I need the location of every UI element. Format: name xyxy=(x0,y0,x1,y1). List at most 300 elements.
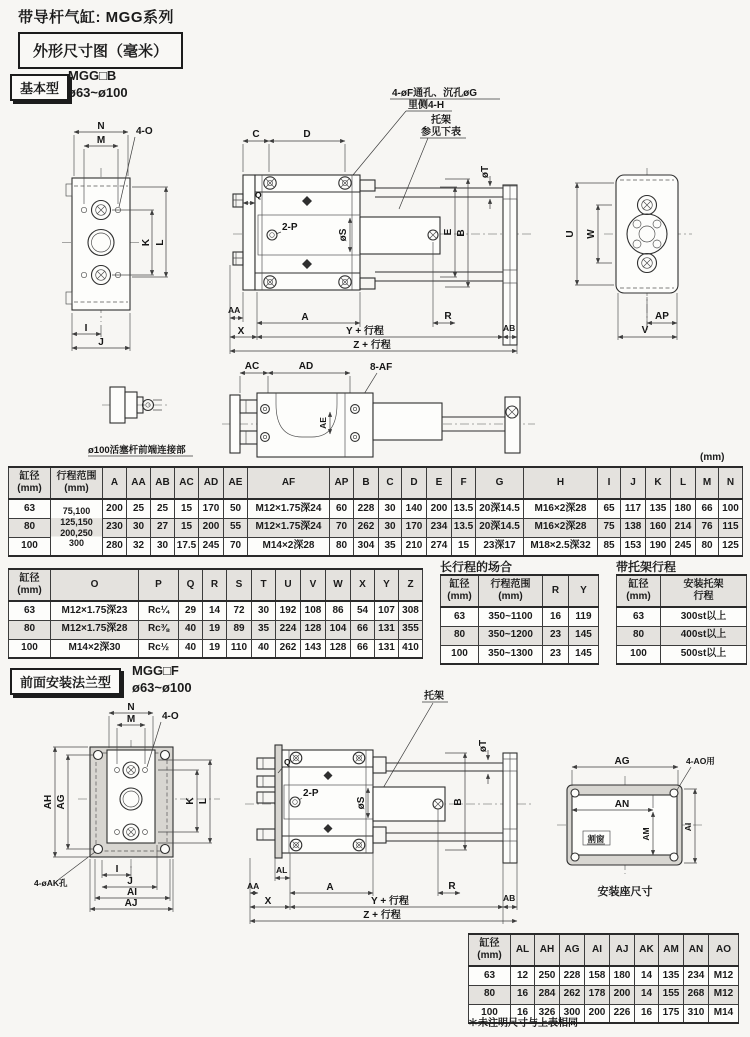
dim-label-m: M xyxy=(96,135,106,146)
column-header: H xyxy=(524,467,598,499)
column-header: U xyxy=(276,569,301,601)
table-cell: 40 xyxy=(252,639,276,658)
window-label: 割窗 xyxy=(587,834,605,844)
rod-end-note: ø100活塞杆前端连接部 xyxy=(88,445,186,456)
dim-label-y-stroke: Y + 行程 xyxy=(346,326,384,337)
dim-label-k: K xyxy=(185,797,196,805)
table-row xyxy=(9,499,743,518)
table-cell: 145 xyxy=(569,626,599,645)
table-cell: 100 xyxy=(9,639,51,658)
table-cell: 125 xyxy=(719,537,743,556)
dim-label-i: I xyxy=(115,864,119,875)
model-basic-code: MGG□B xyxy=(68,68,117,83)
table-cell: 300 xyxy=(560,1004,585,1023)
table-cell: 131 xyxy=(375,620,399,639)
dim-label-y-stroke: Y + 行程 xyxy=(371,896,409,907)
basic-end-view xyxy=(565,168,692,340)
column-header: V xyxy=(301,569,326,601)
dim-label-am: AM xyxy=(641,827,651,841)
column-header: AE xyxy=(224,467,248,499)
table-cell: 66 xyxy=(696,499,719,518)
table-cell: 230 xyxy=(103,518,127,537)
table-cell: 234 xyxy=(684,966,709,985)
basic-dimension-table xyxy=(8,466,743,557)
unit-label: (mm) xyxy=(700,452,725,463)
dim-label-d: D xyxy=(303,129,311,140)
column-header: AG xyxy=(560,934,585,966)
basic-type-dimension-drawing xyxy=(0,82,750,467)
flange-dimension-table-wrap xyxy=(468,933,739,1024)
table-cell: 50 xyxy=(224,499,248,518)
dim-label-b: B xyxy=(456,229,467,237)
table-cell: 16 xyxy=(511,985,535,1004)
table-cell: 85 xyxy=(598,537,621,556)
section-tag-flange: 前面安装法兰型 xyxy=(10,668,121,695)
long-stroke-table xyxy=(440,574,599,665)
rod-end-detail xyxy=(88,387,193,456)
table-footnote: ＊未注明尺寸与上表相同 xyxy=(468,1018,578,1029)
column-header: T xyxy=(252,569,276,601)
table-cell: M16×2深28 xyxy=(524,499,598,518)
table-cell: 30 xyxy=(151,537,175,556)
table-cell: 310 xyxy=(684,1004,709,1023)
column-header: AD xyxy=(199,467,224,499)
mounting-base-view xyxy=(557,756,715,898)
table-cell: 155 xyxy=(659,985,684,1004)
table-cell: 100 xyxy=(469,1004,511,1023)
table-cell: 100 xyxy=(617,645,661,664)
table-cell: 63 xyxy=(9,499,51,518)
table-cell: 30 xyxy=(252,601,276,620)
secondary-dimension-table xyxy=(8,568,423,659)
table-cell: 80 xyxy=(9,620,51,639)
dim-label-4o: 4-O xyxy=(162,711,179,722)
column-header: AM xyxy=(659,934,684,966)
table-cell: 308 xyxy=(399,601,423,620)
dim-label-m: M xyxy=(126,714,136,725)
table-cell: 40 xyxy=(179,620,203,639)
table-cell: 224 xyxy=(276,620,301,639)
port-label-2p: 2-P xyxy=(282,222,298,233)
table-cell: 35 xyxy=(252,620,276,639)
column-header: N xyxy=(719,467,743,499)
table-cell: 355 xyxy=(399,620,423,639)
table-cell: Rc½ xyxy=(139,639,179,658)
table-cell: 40 xyxy=(179,639,203,658)
bracket-stroke-table-wrap xyxy=(616,574,747,665)
basic-front-view xyxy=(62,121,168,351)
table-row xyxy=(9,518,743,537)
column-header: G xyxy=(476,467,524,499)
table-cell: M12×1.75深23 xyxy=(51,601,139,620)
table-cell: 16 xyxy=(511,1004,535,1023)
dim-label-os: øS xyxy=(356,796,367,810)
dim-label-r: R xyxy=(448,881,456,892)
long-stroke-table-title: 长行程的场合 xyxy=(440,560,513,574)
table-row xyxy=(9,601,423,620)
table-cell: 280 xyxy=(103,537,127,556)
table-cell: 128 xyxy=(326,639,351,658)
table-cell: 100 xyxy=(719,499,743,518)
dim-label-x: X xyxy=(237,326,245,337)
table-cell: 158 xyxy=(585,966,610,985)
table-cell: M14 xyxy=(709,1004,739,1023)
table-cell: 245 xyxy=(671,537,696,556)
table-cell: 12 xyxy=(511,966,535,985)
dim-label-ot: øT xyxy=(480,165,491,179)
dim-label-l: L xyxy=(155,239,166,246)
table-cell: 54 xyxy=(351,601,375,620)
table-cell: 16 xyxy=(543,607,569,626)
table-cell: 190 xyxy=(646,537,671,556)
table-cell: 14 xyxy=(203,601,227,620)
table-cell: 138 xyxy=(621,518,646,537)
dim-label-an: AN xyxy=(614,799,630,810)
table-row xyxy=(9,620,423,639)
dim-label-n: N xyxy=(97,121,105,132)
dim-label-os: øS xyxy=(338,228,349,242)
table-cell: 326 xyxy=(535,1004,560,1023)
dim-label-aa: AA xyxy=(247,881,260,891)
secondary-dimension-table-wrap xyxy=(8,568,423,659)
table-cell: 135 xyxy=(646,499,671,518)
dim-label-ab: AB xyxy=(503,893,516,903)
table-cell: 119 xyxy=(569,607,599,626)
table-cell: 110 xyxy=(227,639,252,658)
flange-front-view xyxy=(34,702,220,912)
table-cell: 350~1300 xyxy=(479,645,543,664)
table-cell: 13.5 xyxy=(452,518,476,537)
table-row xyxy=(441,626,599,645)
dim-label-4o: 4-O xyxy=(136,126,153,137)
dim-label-z-stroke: Z + 行程 xyxy=(363,910,401,921)
column-header: 缸径 (mm) xyxy=(469,934,511,966)
table-cell: 200 xyxy=(103,499,127,518)
table-cell: 32 xyxy=(127,537,151,556)
table-cell: 200 xyxy=(427,499,452,518)
section-tag-basic: 基本型 xyxy=(10,74,69,101)
model-flange-bore: ø63~ø100 xyxy=(132,679,192,695)
column-header: 缸径 (mm) xyxy=(9,467,51,499)
table-cell: 143 xyxy=(301,639,326,658)
port-label-2p: 2-P xyxy=(303,788,319,799)
table-cell: 153 xyxy=(621,537,646,556)
table-cell: 175 xyxy=(659,1004,684,1023)
column-header: B xyxy=(354,467,379,499)
table-cell: 20深14.5 xyxy=(476,518,524,537)
dim-label-4oak: 4-øAK孔 xyxy=(34,878,68,888)
table-cell: 63 xyxy=(617,607,661,626)
column-header: J xyxy=(621,467,646,499)
table-cell: 192 xyxy=(276,601,301,620)
table-cell: 304 xyxy=(354,537,379,556)
table-cell: 131 xyxy=(375,639,399,658)
table-cell: 210 xyxy=(402,537,427,556)
dim-label-al: AL xyxy=(276,865,288,875)
dim-label-q: Q xyxy=(284,757,291,767)
dimension-drawing-box-title: 外形尺寸图（毫米） xyxy=(18,32,183,69)
table-row xyxy=(617,645,747,664)
column-header: 缸径 (mm) xyxy=(617,575,661,607)
dim-label-ot: øT xyxy=(478,739,489,753)
table-cell: 66 xyxy=(351,639,375,658)
flange-dimension-table xyxy=(468,933,739,1024)
model-basic-bore: ø63~ø100 xyxy=(68,84,128,100)
dim-label-z-stroke: Z + 行程 xyxy=(353,340,391,351)
dim-label-4ao: 4-AO用 xyxy=(686,756,715,766)
table-cell: 268 xyxy=(684,985,709,1004)
table-cell: 284 xyxy=(535,985,560,1004)
column-header: F xyxy=(452,467,476,499)
column-header: 安装托架 行程 xyxy=(661,575,747,607)
column-header: O xyxy=(51,569,139,601)
table-cell: 30 xyxy=(127,518,151,537)
table-cell: 300st以上 xyxy=(661,607,747,626)
dim-label-ae: AE xyxy=(318,417,328,429)
column-header: 行程范围 (mm) xyxy=(51,467,103,499)
column-header: D xyxy=(402,467,427,499)
table-cell: 15 xyxy=(452,537,476,556)
holes-note-line1: 4-øF通孔、沉孔øG xyxy=(392,88,477,99)
table-cell: 180 xyxy=(671,499,696,518)
table-cell: 128 xyxy=(301,620,326,639)
table-cell: 72 xyxy=(227,601,252,620)
table-row xyxy=(441,645,599,664)
dim-label-u: U xyxy=(565,230,576,238)
column-header: AO xyxy=(709,934,739,966)
column-header: 缸径 (mm) xyxy=(9,569,51,601)
table-cell: 20深14.5 xyxy=(476,499,524,518)
table-cell: 55 xyxy=(224,518,248,537)
table-cell: M12×1.75深28 xyxy=(51,620,139,639)
table-cell: 27 xyxy=(151,518,175,537)
holes-note-line2: 里侧4-H xyxy=(408,100,445,111)
dim-label-j: J xyxy=(98,337,104,348)
bracket-stroke-table xyxy=(616,574,747,665)
column-header: 行程范围 (mm) xyxy=(479,575,543,607)
dim-label-ac: AC xyxy=(244,361,260,372)
table-cell: 80 xyxy=(696,537,719,556)
dim-label-l: L xyxy=(198,797,209,805)
table-cell: 23深17 xyxy=(476,537,524,556)
column-header: L xyxy=(671,467,696,499)
table-cell: 228 xyxy=(560,966,585,985)
dim-label-e: E xyxy=(443,228,454,236)
table-cell: 410 xyxy=(399,639,423,658)
table-cell: 13.5 xyxy=(452,499,476,518)
dim-label-ag: AG xyxy=(614,756,630,767)
table-cell: 65 xyxy=(598,499,621,518)
column-header: AP xyxy=(330,467,354,499)
table-row xyxy=(469,985,739,1004)
column-header: AJ xyxy=(610,934,635,966)
column-header: I xyxy=(598,467,621,499)
column-header: R xyxy=(203,569,227,601)
column-header: W xyxy=(326,569,351,601)
table-cell: 262 xyxy=(276,639,301,658)
table-cell: M12 xyxy=(709,985,739,1004)
table-row xyxy=(9,639,423,658)
table-cell: 104 xyxy=(326,620,351,639)
table-cell: 75,100 125,150 200,250 300 xyxy=(51,499,103,556)
table-cell: 63 xyxy=(441,607,479,626)
column-header: P xyxy=(139,569,179,601)
table-cell: 170 xyxy=(402,518,427,537)
mounting-base-caption: 安装座尺寸 xyxy=(597,886,653,898)
table-cell: 350~1100 xyxy=(479,607,543,626)
table-cell: 117 xyxy=(621,499,646,518)
table-cell: 89 xyxy=(227,620,252,639)
column-header: AB xyxy=(151,467,175,499)
table-cell: 66 xyxy=(351,620,375,639)
dim-label-x: X xyxy=(264,896,272,907)
table-row xyxy=(441,607,599,626)
table-cell: 500st以上 xyxy=(661,645,747,664)
table-cell: 80 xyxy=(9,518,51,537)
table-cell: 14 xyxy=(635,985,659,1004)
dim-label-aj: AJ xyxy=(124,898,138,909)
table-cell: M12 xyxy=(709,966,739,985)
bracket-note-line2: 参见下表 xyxy=(421,127,461,138)
table-cell: 17.5 xyxy=(175,537,199,556)
column-header: E xyxy=(427,467,452,499)
column-header: AA xyxy=(127,467,151,499)
column-header: S xyxy=(227,569,252,601)
table-cell: 108 xyxy=(301,601,326,620)
table-cell: 245 xyxy=(199,537,224,556)
dim-label-v: V xyxy=(641,325,649,336)
table-cell: 200 xyxy=(199,518,224,537)
column-header: AN xyxy=(684,934,709,966)
table-cell: 160 xyxy=(646,518,671,537)
table-cell: 80 xyxy=(469,985,511,1004)
table-cell: 30 xyxy=(379,518,402,537)
bracket-note: 托架 xyxy=(424,691,444,702)
table-cell: M14×2深30 xyxy=(51,639,139,658)
table-cell: 400st以上 xyxy=(661,626,747,645)
page-title: 带导杆气缸: MGG系列 xyxy=(18,9,174,26)
table-cell: 76 xyxy=(696,518,719,537)
table-cell: 75 xyxy=(598,518,621,537)
table-row xyxy=(469,966,739,985)
dim-label-8af: 8-AF xyxy=(370,362,393,373)
table-cell: 80 xyxy=(617,626,661,645)
table-cell: 60 xyxy=(330,499,354,518)
dim-label-j: J xyxy=(127,876,133,887)
dim-label-aa: AA xyxy=(228,305,241,315)
table-row xyxy=(617,607,747,626)
dim-label-k: K xyxy=(141,238,152,247)
table-cell: 178 xyxy=(585,985,610,1004)
table-cell: 140 xyxy=(402,499,427,518)
table-cell: 80 xyxy=(330,537,354,556)
model-flange-code: MGG□F xyxy=(132,663,179,678)
dim-label-n: N xyxy=(127,702,135,713)
table-cell: 350~1200 xyxy=(479,626,543,645)
column-header: Q xyxy=(179,569,203,601)
bracket-stroke-table-title: 带托架行程 xyxy=(616,560,677,574)
table-cell: Rc¼ xyxy=(139,601,179,620)
column-header: Y xyxy=(375,569,399,601)
long-stroke-table-wrap xyxy=(440,574,599,665)
column-header: AI xyxy=(585,934,610,966)
table-cell: M16×2深28 xyxy=(524,518,598,537)
basic-bottom-view xyxy=(222,361,535,457)
table-cell: 14 xyxy=(635,966,659,985)
column-header: AK xyxy=(635,934,659,966)
column-header: X xyxy=(351,569,375,601)
bracket-note-line1: 托架 xyxy=(431,115,451,126)
dim-label-ap: AP xyxy=(655,311,669,322)
dim-label-ag: AG xyxy=(56,794,67,810)
table-cell: 228 xyxy=(354,499,379,518)
dim-label-a: A xyxy=(326,882,334,893)
table-cell: 115 xyxy=(719,518,743,537)
table-cell: 29 xyxy=(179,601,203,620)
table-cell: 86 xyxy=(326,601,351,620)
table-cell: 23 xyxy=(543,645,569,664)
column-header: R xyxy=(543,575,569,607)
table-cell: 63 xyxy=(469,966,511,985)
table-cell: 262 xyxy=(354,518,379,537)
table-cell: 274 xyxy=(427,537,452,556)
dim-label-ab: AB xyxy=(503,323,516,333)
table-cell: 234 xyxy=(427,518,452,537)
table-cell: 226 xyxy=(610,1004,635,1023)
table-cell: 25 xyxy=(151,499,175,518)
table-cell: 16 xyxy=(635,1004,659,1023)
column-header: AC xyxy=(175,467,199,499)
column-header: A xyxy=(103,467,127,499)
table-cell: 100 xyxy=(9,537,51,556)
table-cell: 100 xyxy=(441,645,479,664)
table-cell: M12×1.75深24 xyxy=(248,518,330,537)
dim-label-q: Q xyxy=(255,190,262,200)
column-header: C xyxy=(379,467,402,499)
table-cell: 15 xyxy=(175,518,199,537)
table-cell: 200 xyxy=(610,985,635,1004)
table-cell: 70 xyxy=(224,537,248,556)
dim-label-ad: AD xyxy=(298,361,314,372)
dim-label-c: C xyxy=(252,129,260,140)
dim-label-a: A xyxy=(301,312,309,323)
flange-side-view xyxy=(245,689,532,924)
table-cell: 19 xyxy=(203,620,227,639)
table-cell: M18×2.5深32 xyxy=(524,537,598,556)
table-cell: 23 xyxy=(543,626,569,645)
column-header: AL xyxy=(511,934,535,966)
table-cell: 70 xyxy=(330,518,354,537)
table-cell: 25 xyxy=(127,499,151,518)
dim-label-b: B xyxy=(453,798,464,806)
table-cell: 107 xyxy=(375,601,399,620)
basic-dimension-table-wrap xyxy=(8,466,743,557)
table-cell: M14×2深28 xyxy=(248,537,330,556)
flange-type-dimension-drawing xyxy=(0,688,750,936)
column-header: AH xyxy=(535,934,560,966)
table-cell: 15 xyxy=(175,499,199,518)
dim-label-ai: AI xyxy=(683,822,693,832)
column-header: K xyxy=(646,467,671,499)
column-header: 缸径 (mm) xyxy=(441,575,479,607)
table-cell: 145 xyxy=(569,645,599,664)
dim-label-ah: AH xyxy=(43,794,54,810)
column-header: Y xyxy=(569,575,599,607)
table-cell: 250 xyxy=(535,966,560,985)
table-cell: 63 xyxy=(9,601,51,620)
table-cell: 200 xyxy=(585,1004,610,1023)
table-cell: 135 xyxy=(659,966,684,985)
